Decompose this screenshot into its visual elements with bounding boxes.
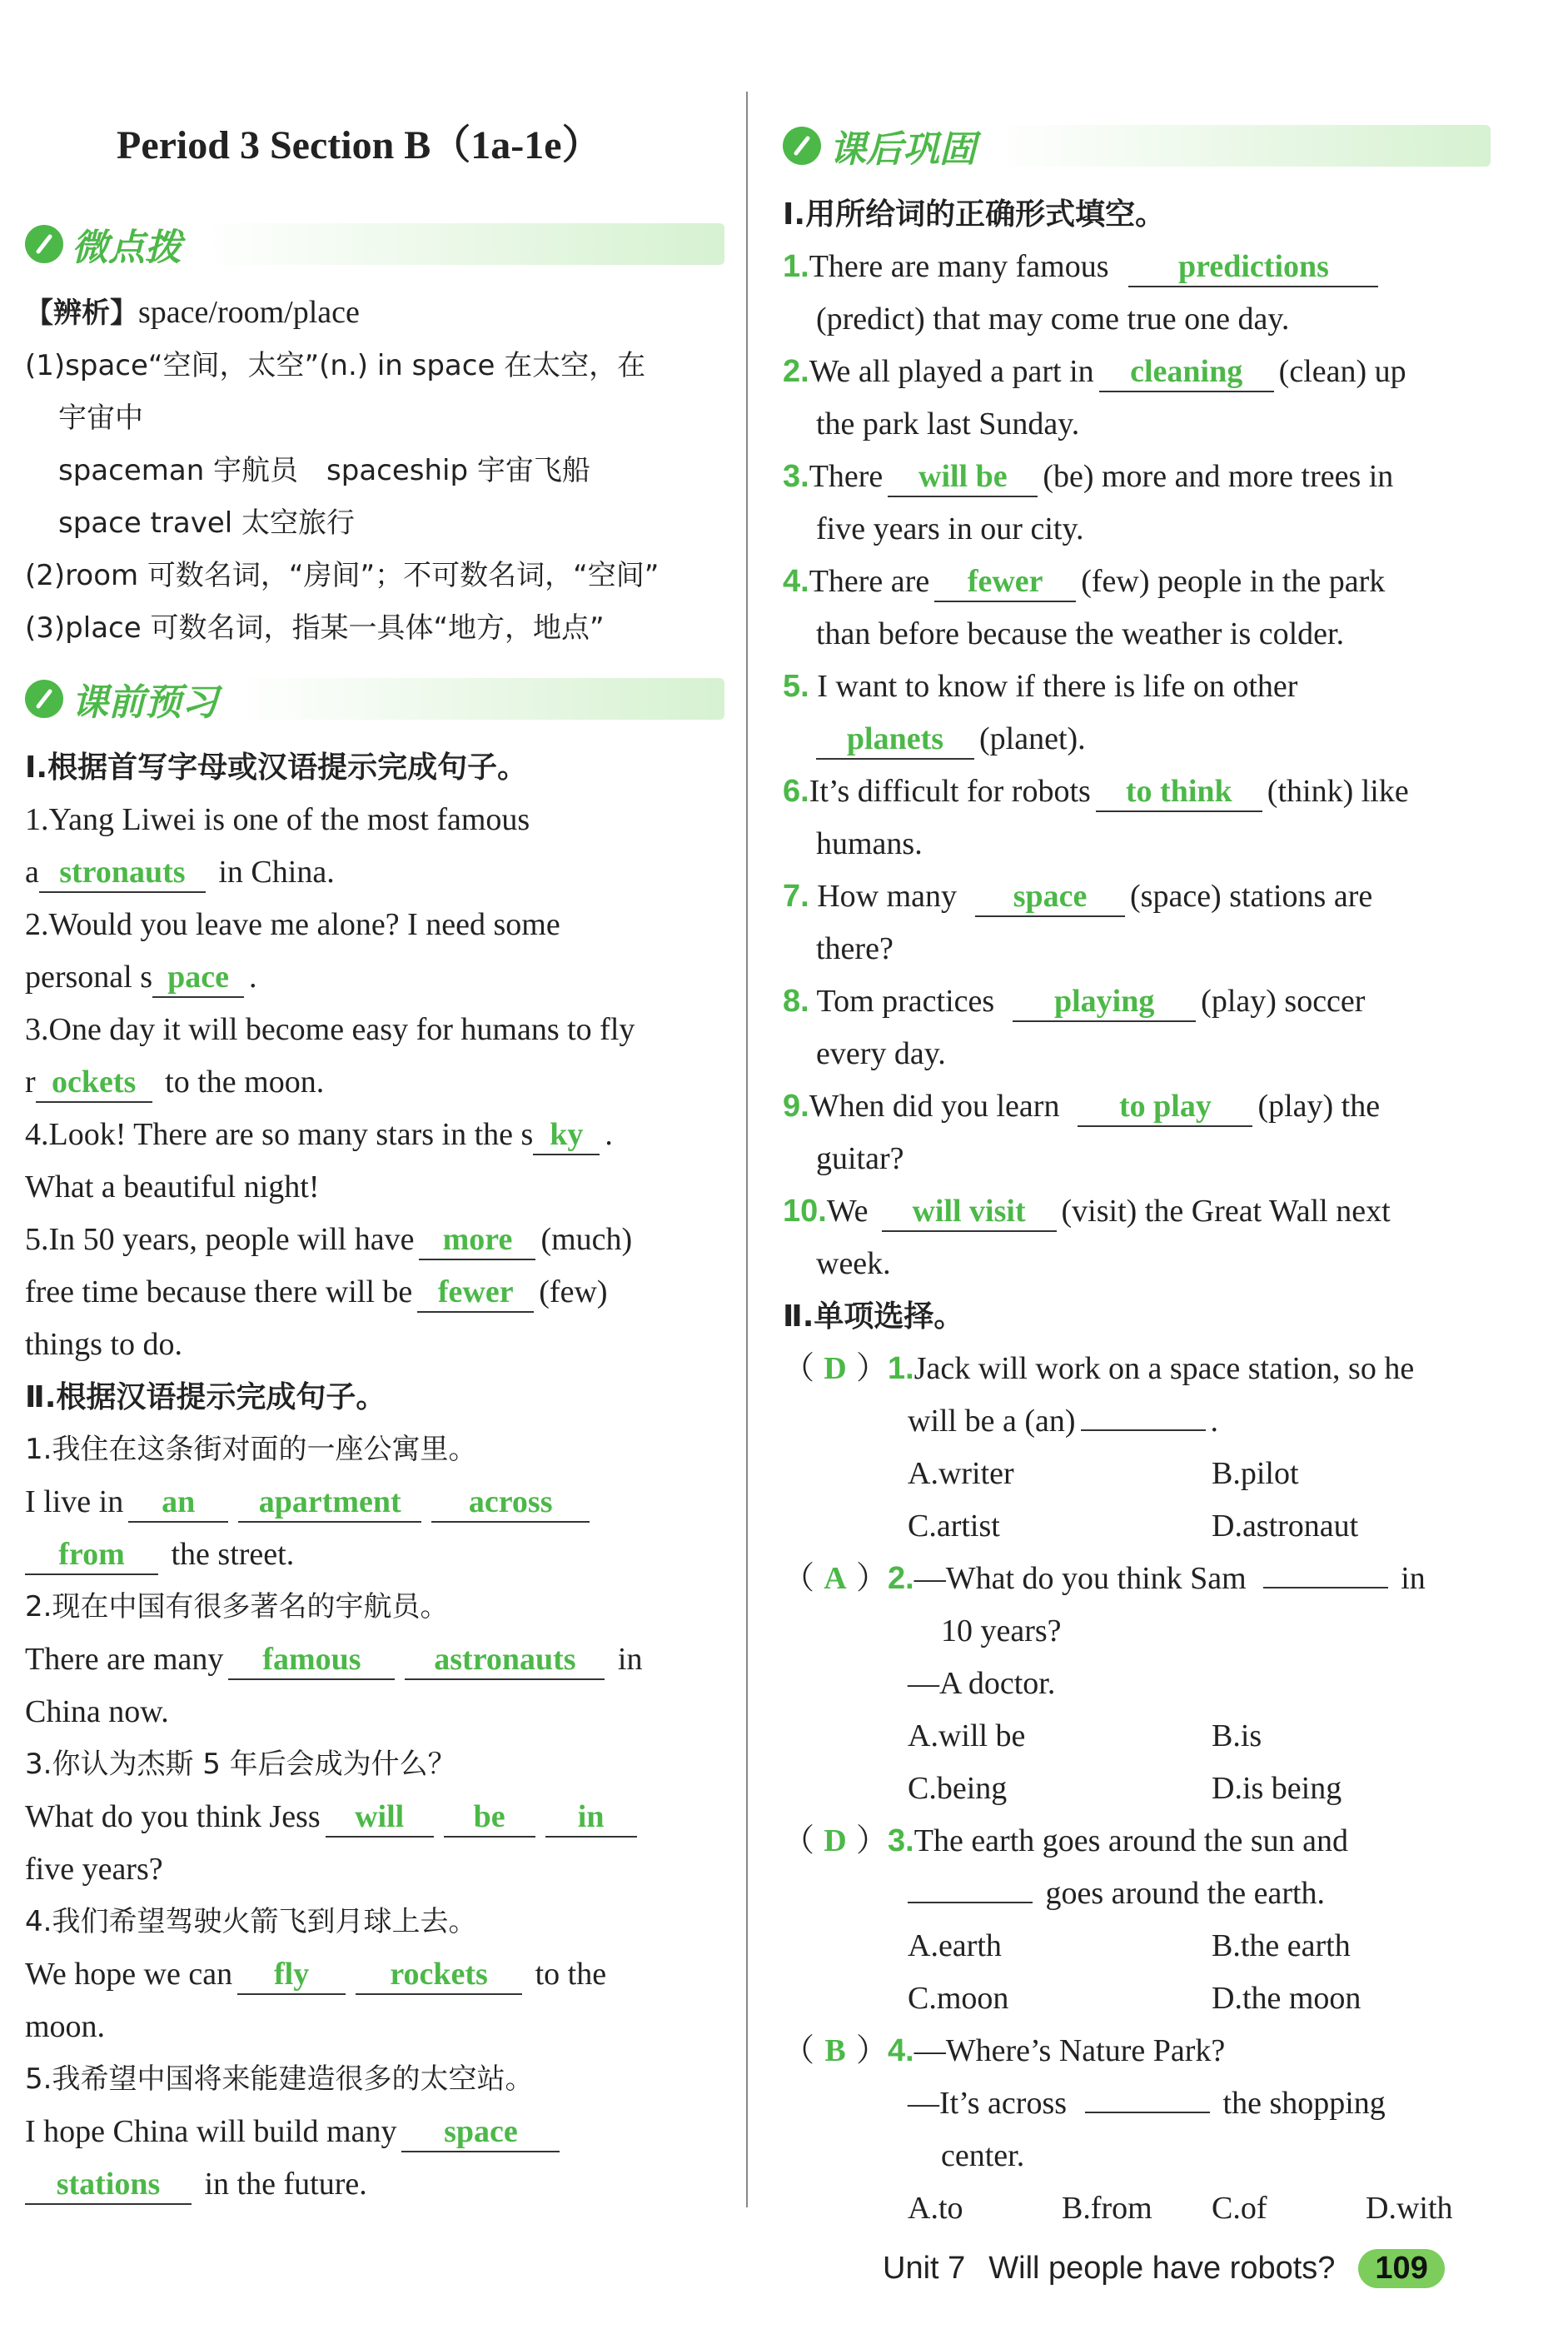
mc-blank bbox=[1085, 2112, 1210, 2113]
option[interactable]: D.astronaut bbox=[1212, 1509, 1359, 1544]
option[interactable]: A.writer bbox=[908, 1456, 1014, 1491]
exercise-line: moon. bbox=[25, 2009, 106, 2044]
part-heading: Ⅱ.根据汉语提示完成句子。 bbox=[25, 1380, 386, 1414]
answer-blank[interactable]: fly bbox=[237, 1955, 346, 1995]
right-column bbox=[783, 108, 1491, 2235]
answer-blank[interactable]: rockets bbox=[356, 1955, 522, 1995]
option[interactable]: A.will be bbox=[908, 1718, 1026, 1753]
answer-blank[interactable]: will bbox=[326, 1798, 434, 1838]
mc-blank bbox=[908, 1902, 1033, 1903]
exercise-line: 1.There are many famous predictions bbox=[783, 241, 1491, 293]
option[interactable]: C.moon bbox=[908, 1981, 1009, 2016]
exercise-line: 10.We will visit (visit) the Great Wall next bbox=[783, 1185, 1491, 1238]
exercise-line: 9.When did you learn to play (play) the bbox=[783, 1080, 1491, 1133]
column-divider bbox=[746, 92, 748, 2207]
exercise-line: things to do. bbox=[25, 1327, 182, 1362]
exercise-line: 1.Yang Liwei is one of the most famous bbox=[25, 802, 530, 837]
answer-blank[interactable]: astronauts bbox=[405, 1640, 605, 1680]
exercise-line: humans. bbox=[816, 826, 923, 861]
exercise-line: I hope China will build many space bbox=[25, 2106, 724, 2158]
page-number: 109 bbox=[1358, 2249, 1444, 2288]
exercise-line: 6.It’s difficult for robots to think (think) like bbox=[783, 766, 1491, 818]
answer-blank[interactable]: will visit bbox=[882, 1192, 1057, 1232]
exercise-line: 3.One day it will become easy for humans to fly bbox=[25, 1012, 635, 1047]
exercise-line: China now. bbox=[25, 1694, 169, 1729]
page-footer bbox=[883, 2249, 1445, 2288]
answer-blank[interactable]: in bbox=[545, 1798, 637, 1838]
part-heading: Ⅱ.单项选择。 bbox=[783, 1299, 964, 1334]
note-line: space travel 太空旅行 bbox=[58, 506, 355, 540]
mc-question: center. bbox=[941, 2138, 1025, 2173]
leaf-icon bbox=[25, 680, 63, 718]
section-bar bbox=[198, 223, 724, 265]
mc-question: 10 years? bbox=[941, 1613, 1062, 1648]
mc-question: goes around the earth. bbox=[783, 1868, 1491, 1920]
mc-options bbox=[783, 1710, 1491, 1763]
answer-blank[interactable]: from bbox=[25, 1535, 158, 1575]
exercise-line: personal s pace . bbox=[25, 951, 724, 1004]
section-weidianbo bbox=[25, 207, 724, 282]
option[interactable]: A.earth bbox=[908, 1928, 1002, 1963]
mc-answer[interactable]: D bbox=[824, 1351, 847, 1386]
mc-question: （ D ）1.Jack will work on a space station, so he bbox=[783, 1343, 1491, 1395]
answer-blank[interactable]: ockets bbox=[36, 1063, 152, 1103]
note-line: (2)room 可数名词，“房间”；不可数名词，“空间” bbox=[25, 559, 660, 592]
section-kqyx bbox=[25, 661, 724, 736]
answer-blank[interactable]: to think bbox=[1096, 772, 1262, 812]
mc-options bbox=[783, 1972, 1491, 2025]
exercise-line: there? bbox=[816, 931, 894, 966]
exercise-line: 5.In 50 years, people will have more (much) bbox=[25, 1214, 724, 1266]
answer-blank[interactable]: to play bbox=[1078, 1087, 1252, 1127]
analysis-line: 【辨析】space/room/place bbox=[25, 295, 360, 330]
mc-options bbox=[783, 1763, 1491, 1815]
mc-answer[interactable]: D bbox=[824, 1823, 847, 1858]
exercise-line: every day. bbox=[816, 1036, 946, 1071]
option[interactable]: D.with bbox=[1366, 2191, 1453, 2226]
note-line: (1)space“空间，太空”(n.) in space 在太空，在 bbox=[25, 349, 646, 382]
answer-blank[interactable]: apartment bbox=[238, 1483, 421, 1523]
exercise-line: stations in the future. bbox=[25, 2158, 724, 2211]
answer-blank[interactable]: be bbox=[444, 1798, 535, 1838]
option[interactable]: C.of bbox=[1212, 2191, 1267, 2226]
footer-unit: Unit 7 bbox=[883, 2251, 966, 2286]
answer-blank[interactable]: playing bbox=[1013, 982, 1196, 1022]
exercise-line: the park last Sunday. bbox=[816, 406, 1080, 441]
left-column bbox=[25, 108, 724, 2211]
answer-blank[interactable]: space bbox=[401, 2112, 560, 2152]
exercise-line: (predict) that may come true one day. bbox=[816, 302, 1290, 337]
option[interactable]: C.being bbox=[908, 1771, 1008, 1806]
section-bar bbox=[235, 678, 724, 720]
exercise-line: five years in our city. bbox=[816, 511, 1084, 546]
answer-blank[interactable]: more bbox=[419, 1220, 535, 1260]
section-title: 微点拨 bbox=[72, 227, 182, 269]
exercise-line: I live in an apartment across bbox=[25, 1476, 724, 1529]
chinese-prompt: 3.你认为杰斯 5 年后会成为什么？ bbox=[25, 1748, 456, 1781]
exercise-line: We hope we can fly rockets to the bbox=[25, 1948, 724, 2001]
section-bar bbox=[993, 125, 1491, 167]
answer-blank[interactable]: will be bbox=[888, 457, 1038, 497]
exercise-line: r ockets to the moon. bbox=[25, 1056, 724, 1109]
answer-blank[interactable]: across bbox=[431, 1483, 590, 1523]
exercise-line: from the street. bbox=[25, 1529, 724, 1581]
exercise-line: There are many famous astronauts in bbox=[25, 1633, 724, 1686]
mc-question: —It’s across the shopping bbox=[908, 2086, 1386, 2121]
answer-blank[interactable]: cleaning bbox=[1099, 352, 1274, 392]
chinese-prompt: 2.现在中国有很多著名的宇航员。 bbox=[25, 1590, 449, 1623]
mc-question: will be a (an) . bbox=[908, 1404, 1219, 1439]
answer-blank[interactable]: fewer bbox=[417, 1273, 534, 1313]
mc-blank bbox=[1081, 1429, 1206, 1431]
option[interactable]: B.is bbox=[1212, 1718, 1262, 1753]
mc-question: （ B ）4.—Where’s Nature Park? bbox=[783, 2025, 1491, 2077]
exercise-line: planets (planet). bbox=[783, 713, 1491, 766]
exercise-line: five years? bbox=[25, 1852, 163, 1887]
mc-question: （ D ）3.The earth goes around the sun and bbox=[783, 1815, 1491, 1868]
answer-blank[interactable]: fewer bbox=[934, 562, 1076, 602]
chinese-prompt: 1.我住在这条街对面的一座公寓里。 bbox=[25, 1433, 477, 1466]
mc-options bbox=[783, 2182, 1491, 2235]
mc-answer[interactable]: A bbox=[824, 1561, 847, 1596]
answer-blank[interactable]: predictions bbox=[1128, 247, 1378, 287]
section-khgg bbox=[783, 108, 1491, 183]
exercise-line: a stronauts in China. bbox=[25, 846, 724, 899]
answer-blank[interactable]: pace bbox=[152, 958, 244, 998]
mc-options bbox=[783, 1448, 1491, 1500]
exercise-line: week. bbox=[816, 1246, 891, 1281]
chinese-prompt: 5.我希望中国将来能建造很多的太空站。 bbox=[25, 2062, 534, 2096]
answer-blank[interactable]: ky bbox=[533, 1115, 600, 1155]
option[interactable]: B.the earth bbox=[1212, 1928, 1351, 1963]
answer-blank[interactable]: space bbox=[975, 877, 1125, 917]
option[interactable]: B.from bbox=[1062, 2191, 1152, 2226]
section-title: 课后巩固 bbox=[829, 128, 976, 171]
mc-answer[interactable]: B bbox=[824, 2033, 846, 2068]
section-title: 课前预习 bbox=[72, 681, 218, 724]
exercise-line: 5. I want to know if there is life on other bbox=[783, 669, 1298, 704]
note-line: 宇宙中 bbox=[58, 401, 143, 435]
exercise-line: 4.Look! There are so many stars in the s ky . bbox=[25, 1109, 724, 1161]
answer-blank[interactable]: an bbox=[128, 1483, 228, 1523]
option[interactable]: C.artist bbox=[908, 1509, 1000, 1544]
answer-blank[interactable]: stronauts bbox=[39, 853, 206, 893]
exercise-line: free time because there will be fewer (few) bbox=[25, 1266, 724, 1319]
answer-blank[interactable]: stations bbox=[25, 2165, 192, 2205]
mc-options bbox=[783, 1500, 1491, 1553]
mc-question: —A doctor. bbox=[908, 1666, 1056, 1701]
footer-title: Will people have robots? bbox=[988, 2251, 1336, 2286]
exercise-line: 3.There will be (be) more and more trees in bbox=[783, 451, 1491, 503]
exercise-line: What a beautiful night! bbox=[25, 1169, 320, 1204]
chinese-prompt: 4.我们希望驾驶火箭飞到月球上去。 bbox=[25, 1905, 477, 1938]
exercise-line: guitar? bbox=[816, 1141, 904, 1176]
option[interactable]: D.the moon bbox=[1212, 1981, 1361, 2016]
exercise-line: 7. How many space (space) stations are bbox=[783, 870, 1491, 923]
exercise-line: than before because the weather is colder. bbox=[816, 616, 1345, 651]
option[interactable]: A.to bbox=[908, 2191, 963, 2226]
answer-blank[interactable]: planets bbox=[816, 720, 974, 760]
exercise-line: What do you think Jess will be in bbox=[25, 1791, 724, 1843]
note-line: (3)place 可数名词，指某一具体“地方，地点” bbox=[25, 611, 605, 645]
option[interactable]: B.pilot bbox=[1212, 1456, 1299, 1491]
note-line: spaceman 宇航员 spaceship 宇宙飞船 bbox=[58, 454, 590, 487]
option[interactable]: D.is being bbox=[1212, 1771, 1342, 1806]
answer-blank[interactable]: famous bbox=[228, 1640, 395, 1680]
part-heading: Ⅰ.用所给词的正确形式填空。 bbox=[783, 197, 1166, 232]
mc-blank bbox=[1263, 1587, 1388, 1588]
exercise-line: 4.There are fewer (few) people in the park bbox=[783, 556, 1491, 608]
leaf-icon bbox=[25, 225, 63, 263]
part-heading: Ⅰ.根据首写字母或汉语提示完成句子。 bbox=[25, 751, 528, 785]
mc-question: （ A ）2.—What do you think Sam in bbox=[783, 1553, 1491, 1605]
leaf-icon bbox=[783, 127, 821, 165]
exercise-line: 2.We all played a part in cleaning (clean) up bbox=[783, 346, 1491, 398]
exercise-line: 2.Would you leave me alone? I need some bbox=[25, 907, 560, 942]
page-title: Period 3 Section B（1a-1e） bbox=[117, 123, 602, 167]
exercise-line: 8. Tom practices playing (play) soccer bbox=[783, 975, 1491, 1028]
mc-options bbox=[783, 1920, 1491, 1972]
